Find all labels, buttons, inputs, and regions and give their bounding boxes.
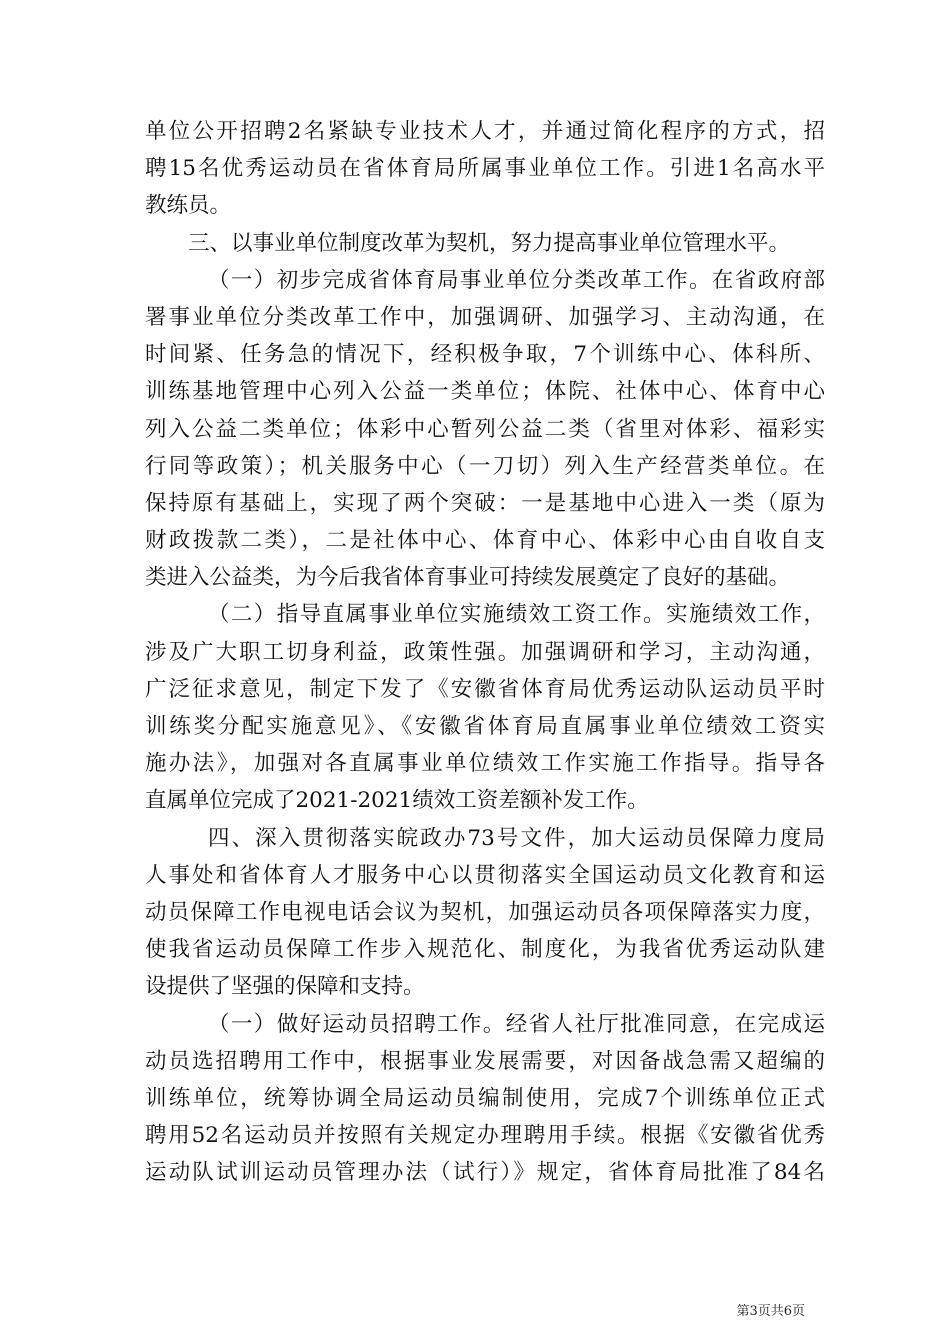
text-line: 列入公益二类单位；体彩中心暂列公益二类（省里对体彩、福彩实 bbox=[145, 416, 825, 442]
text-line: 类进入公益类，为今后我省体育事业可持续发展奠定了良好的基础。 bbox=[145, 565, 791, 591]
text-line: 涉及广大职工切身利益，政策性强。加强调研和学习，主动沟通， bbox=[145, 639, 825, 665]
page-number: 第3页共6页 bbox=[736, 1304, 805, 1319]
text-line: 直属单位完成了2021-2021绩效工资差额补发工作。 bbox=[145, 788, 649, 814]
text-line: 运动队试训运动员管理办法（试行）》规定，省体育局批准了84名 bbox=[145, 1160, 825, 1186]
text-line: 财政拨款二类），二是社体中心、体育中心、体彩中心由自收自支 bbox=[145, 528, 825, 554]
section-heading: 四、深入贯彻落实皖政办73号文件，加大运动员保障力度局 bbox=[208, 825, 825, 851]
text-line: 训练单位，统筹协调全局运动员编制使用，完成7个训练单位正式 bbox=[145, 1085, 825, 1111]
section-heading: 三、以事业单位制度改革为契机，努力提高事业单位管理水平。 bbox=[188, 230, 791, 256]
text-line: 署事业单位分类改革工作中，加强调研、加强学习、主动沟通，在 bbox=[145, 304, 825, 330]
text-line: 保持原有基础上，实现了两个突破：一是基地中心进入一类（原为 bbox=[145, 490, 825, 516]
text-line: 单位公开招聘2名紧缺专业技术人才，并通过简化程序的方式，招 bbox=[145, 119, 825, 144]
text-line: （一）初步完成省体育局事业单位分类改革工作。在省政府部 bbox=[208, 267, 825, 293]
text-line: 行同等政策）；机关服务中心（一刀切）列入生产经营类单位。在 bbox=[145, 453, 825, 479]
text-line: 训练奖分配实施意见》、《安徽省体育局直属事业单位绩效工资实 bbox=[145, 714, 825, 739]
text-line: 广泛征求意见，制定下发了《安徽省体育局优秀运动队运动员平时 bbox=[145, 676, 825, 702]
text-line: 设提供了坚强的保障和支持。 bbox=[145, 974, 425, 1000]
body-text bbox=[145, 113, 825, 1191]
text-line: 动员选招聘用工作中，根据事业发展需要，对因备战急需又超编的 bbox=[145, 1048, 825, 1074]
text-line: 人事处和省体育人才服务中心以贯彻落实全国运动员文化教育和运 bbox=[145, 862, 825, 888]
text-line: （一）做好运动员招聘工作。经省人社厅批准同意，在完成运 bbox=[208, 1011, 825, 1037]
text-line: 动员保障工作电视电话会议为契机，加强运动员各项保障落实力度， bbox=[145, 899, 825, 925]
text-line: 训练基地管理中心列入公益一类单位；体院、社体中心、体育中心 bbox=[145, 379, 825, 405]
text-line: 时间紧、任务急的情况下，经积极争取，7个训练中心、体科所、 bbox=[145, 342, 825, 368]
text-line: 使我省运动员保障工作步入规范化、制度化，为我省优秀运动队建 bbox=[145, 937, 825, 963]
text-line: 聘15名优秀运动员在省体育局所属事业单位工作。引进1名高水平 bbox=[145, 156, 825, 182]
text-line: 教练员。 bbox=[145, 193, 232, 219]
text-line: 聘用52名运动员并按照有关规定办理聘用手续。根据《安徽省优秀 bbox=[145, 1123, 825, 1149]
text-line: （二）指导直属事业单位实施绩效工资工作。实施绩效工作， bbox=[208, 602, 825, 628]
text-line: 施办法》，加强对各直属事业单位绩效工作实施工作指导。指导各 bbox=[145, 751, 825, 777]
